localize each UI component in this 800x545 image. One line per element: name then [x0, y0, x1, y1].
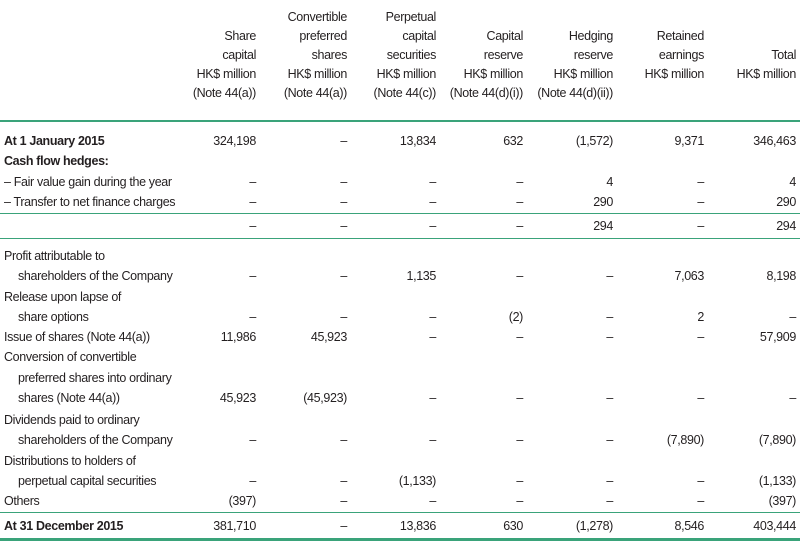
- value-cell: (7,890): [666, 433, 704, 447]
- column-header-line: Total: [771, 48, 796, 62]
- value-cell: 45,923: [219, 391, 256, 405]
- value-cell: –: [429, 433, 436, 447]
- value-cell: 294: [776, 219, 796, 233]
- value-cell: –: [340, 474, 347, 488]
- value-cell: –: [340, 494, 347, 508]
- value-cell: –: [606, 433, 613, 447]
- row-label: Conversion of convertible: [4, 350, 137, 364]
- value-cell: –: [606, 269, 613, 283]
- value-cell: 4: [606, 175, 613, 189]
- value-cell: –: [697, 494, 704, 508]
- value-cell: –: [516, 474, 523, 488]
- value-cell: 632: [503, 134, 523, 148]
- value-cell: 294: [593, 219, 613, 233]
- column-header-line: Retained: [656, 29, 704, 43]
- value-cell: –: [249, 474, 256, 488]
- value-cell: 2: [697, 310, 704, 324]
- value-cell: –: [340, 310, 347, 324]
- value-cell: –: [516, 195, 523, 209]
- value-cell: –: [429, 175, 436, 189]
- column-header-line: HK$ million: [196, 67, 256, 81]
- value-cell: –: [249, 269, 256, 283]
- column-header-line: Convertible: [287, 10, 347, 24]
- value-cell: –: [340, 134, 347, 148]
- value-cell: –: [516, 219, 523, 233]
- row-label: – Transfer to net finance charges: [4, 195, 176, 209]
- value-cell: –: [516, 269, 523, 283]
- value-cell: 45,923: [310, 330, 347, 344]
- value-cell: –: [340, 519, 347, 533]
- value-cell: 4: [789, 175, 796, 189]
- column-header-line: earnings: [658, 48, 704, 62]
- value-cell: (2): [508, 310, 523, 324]
- column-header-line: HK$ million: [553, 67, 613, 81]
- row-label: Distributions to holders of: [4, 454, 136, 468]
- value-cell: –: [697, 195, 704, 209]
- column-header-line: HK$ million: [463, 67, 523, 81]
- row-label: At 31 December 2015: [4, 519, 124, 533]
- row-label: Profit attributable to: [4, 249, 105, 263]
- value-cell: –: [340, 433, 347, 447]
- column-header-line: (Note 44(a)): [192, 86, 256, 100]
- column-header-line: (Note 44(c)): [373, 86, 436, 100]
- column-header: [686, 8, 796, 103]
- value-cell: 630: [503, 519, 523, 533]
- value-cell: (45,923): [303, 391, 347, 405]
- column-header-line: (Note 44(d)(i)): [449, 86, 523, 100]
- subtotal-rule-top: [0, 213, 800, 214]
- value-cell: 1,135: [406, 269, 436, 283]
- row-label: perpetual capital securities: [18, 474, 157, 488]
- value-cell: 13,834: [399, 134, 436, 148]
- column-header-line: (Note 44(d)(ii)): [537, 86, 613, 100]
- value-cell: –: [789, 310, 796, 324]
- value-cell: (1,133): [398, 474, 436, 488]
- column-header-line: Share: [224, 29, 256, 43]
- column-header-line: [686, 84, 796, 103]
- value-cell: –: [606, 330, 613, 344]
- total-rule-top: [0, 512, 800, 513]
- subtotal-rule-bottom: [0, 238, 800, 239]
- row-label: shareholders of the Company: [18, 433, 173, 447]
- value-cell: 7,063: [674, 269, 704, 283]
- value-cell: –: [516, 330, 523, 344]
- value-cell: –: [606, 494, 613, 508]
- row-label: shareholders of the Company: [18, 269, 173, 283]
- column-header-line: HK$ million: [287, 67, 347, 81]
- value-cell: –: [340, 269, 347, 283]
- value-cell: 13,836: [399, 519, 436, 533]
- column-header-line: HK$ million: [644, 67, 704, 81]
- value-cell: –: [249, 219, 256, 233]
- value-cell: (1,572): [575, 134, 613, 148]
- value-cell: –: [340, 175, 347, 189]
- column-header-line: capital: [222, 48, 256, 62]
- value-cell: –: [429, 330, 436, 344]
- value-cell: 290: [593, 195, 613, 209]
- value-cell: –: [429, 219, 436, 233]
- value-cell: –: [606, 391, 613, 405]
- row-label: Cash flow hedges:: [4, 154, 109, 168]
- value-cell: –: [516, 175, 523, 189]
- value-cell: –: [429, 310, 436, 324]
- value-cell: –: [606, 310, 613, 324]
- value-cell: –: [249, 433, 256, 447]
- column-header-line: [686, 27, 796, 46]
- row-label: shares (Note 44(a)): [18, 391, 120, 405]
- column-header-line: (Note 44(a)): [283, 86, 347, 100]
- column-header-line: reserve: [573, 48, 613, 62]
- value-cell: –: [249, 195, 256, 209]
- value-cell: –: [697, 175, 704, 189]
- column-header-line: shares: [311, 48, 347, 62]
- column-header-line: capital: [402, 29, 436, 43]
- value-cell: –: [697, 391, 704, 405]
- row-label: At 1 January 2015: [4, 134, 105, 148]
- value-cell: –: [340, 195, 347, 209]
- value-cell: –: [516, 494, 523, 508]
- value-cell: (397): [768, 494, 796, 508]
- row-label: Issue of shares (Note 44(a)): [4, 330, 150, 344]
- value-cell: 381,710: [213, 519, 256, 533]
- row-label: Dividends paid to ordinary: [4, 413, 140, 427]
- column-header-line: reserve: [483, 48, 523, 62]
- value-cell: 324,198: [213, 134, 256, 148]
- column-header-line: [686, 8, 796, 27]
- value-cell: 57,909: [759, 330, 796, 344]
- row-label: Others: [4, 494, 40, 508]
- value-cell: (1,278): [575, 519, 613, 533]
- row-label: preferred shares into ordinary: [18, 371, 172, 385]
- value-cell: –: [516, 433, 523, 447]
- total-rule-bottom: [0, 538, 800, 541]
- value-cell: (7,890): [758, 433, 796, 447]
- value-cell: 346,463: [753, 134, 796, 148]
- value-cell: (1,133): [758, 474, 796, 488]
- value-cell: –: [516, 391, 523, 405]
- column-header-line: securities: [386, 48, 436, 62]
- value-cell: 9,371: [674, 134, 704, 148]
- value-cell: –: [606, 474, 613, 488]
- column-header-line: preferred: [299, 29, 347, 43]
- value-cell: 8,198: [766, 269, 796, 283]
- value-cell: 290: [776, 195, 796, 209]
- value-cell: 11,986: [220, 330, 256, 344]
- column-header-line: Capital: [486, 29, 523, 43]
- column-header-line: HK$ million: [736, 67, 796, 81]
- header-rule: [0, 120, 800, 122]
- value-cell: –: [429, 195, 436, 209]
- value-cell: –: [697, 474, 704, 488]
- column-header-line: Perpetual: [385, 10, 436, 24]
- row-label: share options: [18, 310, 89, 324]
- column-header-line: Hedging: [568, 29, 613, 43]
- value-cell: –: [429, 391, 436, 405]
- row-label: Release upon lapse of: [4, 290, 122, 304]
- value-cell: –: [697, 330, 704, 344]
- row-label: – Fair value gain during the year: [4, 175, 172, 189]
- value-cell: –: [429, 494, 436, 508]
- value-cell: (397): [228, 494, 256, 508]
- value-cell: 8,546: [674, 519, 704, 533]
- value-cell: –: [697, 219, 704, 233]
- value-cell: –: [249, 310, 256, 324]
- value-cell: –: [340, 219, 347, 233]
- value-cell: –: [789, 391, 796, 405]
- value-cell: 403,444: [753, 519, 796, 533]
- column-header-line: HK$ million: [376, 67, 436, 81]
- value-cell: –: [249, 175, 256, 189]
